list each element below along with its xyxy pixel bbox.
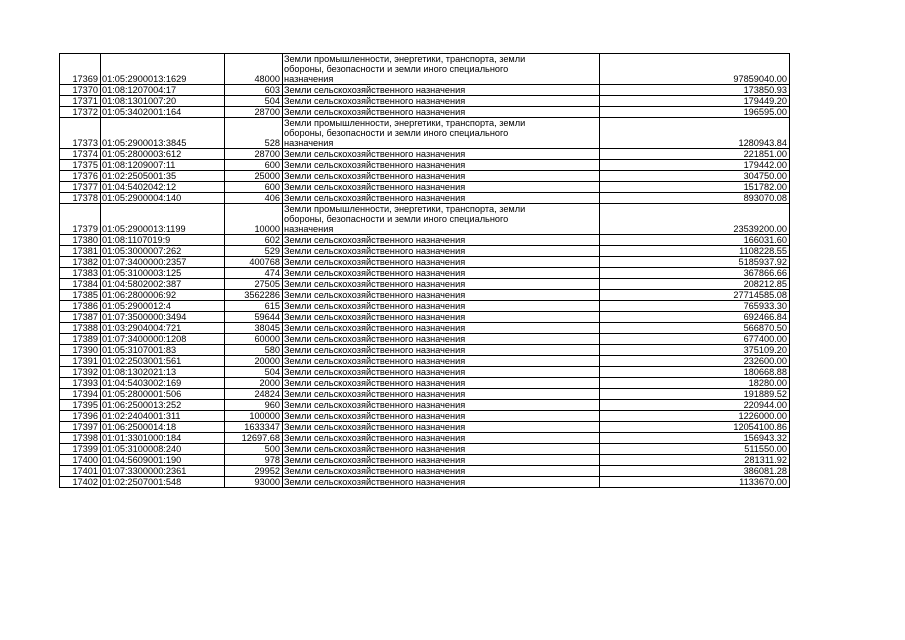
cadastral-number-cell: 01:07:3500000:3494: [101, 312, 225, 323]
land-category-line: Земли сельскохозяйственного назначения: [284, 85, 466, 95]
land-category-line: Земли сельскохозяйственного назначения: [284, 171, 466, 181]
row-number-cell: 17393: [60, 378, 101, 389]
area-cell: 615: [225, 301, 283, 312]
row-number-cell: 17396: [60, 411, 101, 422]
area-cell: 2000: [225, 378, 283, 389]
cadastral-number-cell: 01:02:2507001:548: [101, 477, 225, 488]
row-number-cell: 17394: [60, 389, 101, 400]
cadastral-number-cell: 01:04:5403002:169: [101, 378, 225, 389]
cadastral-value-cell: 12054100.86: [600, 422, 790, 433]
row-number-cell: 17383: [60, 268, 101, 279]
table-row: [60, 323, 790, 334]
land-category-line: Земли сельскохозяйственного назначения: [284, 290, 466, 300]
table-row: [60, 279, 790, 290]
cadastral-number-cell: 01:08:1209007:11: [101, 160, 225, 171]
area-cell: 602: [225, 235, 283, 246]
area-cell: 100000: [225, 411, 283, 422]
table-row: [60, 477, 790, 488]
land-category-line: Земли сельскохозяйственного назначения: [284, 257, 466, 267]
land-category-cell: [283, 118, 600, 149]
land-category-line: Земли сельскохозяйственного назначения: [284, 235, 466, 245]
land-category-cell: [283, 85, 600, 96]
cadastral-value-cell: 156943.32: [600, 433, 790, 444]
land-category-cell: [283, 107, 600, 118]
land-category-line: назначения: [284, 138, 334, 148]
area-cell: 48000: [225, 54, 283, 85]
cadastral-value-cell: 893070.08: [600, 193, 790, 204]
table-row: [60, 171, 790, 182]
cadastral-value-cell: 191889.52: [600, 389, 790, 400]
cadastral-number-cell: 01:04:5402042:12: [101, 182, 225, 193]
land-category-line: назначения: [284, 224, 334, 234]
row-number-cell: 17370: [60, 85, 101, 96]
area-cell: 603: [225, 85, 283, 96]
land-category-line: Земли сельскохозяйственного назначения: [284, 160, 466, 170]
area-cell: 28700: [225, 149, 283, 160]
table-row: [60, 411, 790, 422]
land-category-line: Земли сельскохозяйственного назначения: [284, 279, 466, 289]
cadastral-number-cell: 01:05:2900013:3845: [101, 118, 225, 149]
land-category-cell: [283, 149, 600, 160]
land-registry-table: [59, 53, 790, 488]
land-category-line: обороны, безопасности и земли иного специального: [284, 64, 509, 74]
land-category-cell: [283, 323, 600, 334]
land-category-cell: [283, 268, 600, 279]
cadastral-value-cell: 23539200.00: [600, 204, 790, 235]
cadastral-number-cell: 01:08:1302021:13: [101, 367, 225, 378]
land-category-line: Земли сельскохозяйственного назначения: [284, 477, 466, 487]
table-row: [60, 96, 790, 107]
land-category-cell: [283, 367, 600, 378]
area-cell: 59644: [225, 312, 283, 323]
cadastral-value-cell: 677400.00: [600, 334, 790, 345]
cadastral-value-cell: 179449.20: [600, 96, 790, 107]
table-row: [60, 54, 790, 85]
row-number-cell: 17381: [60, 246, 101, 257]
land-category-line: Земли сельскохозяйственного назначения: [284, 422, 466, 432]
cadastral-value-cell: 151782.00: [600, 182, 790, 193]
land-category-line: Земли промышленности, энергетики, транспорта, земли: [284, 118, 526, 128]
cadastral-value-cell: 765933.30: [600, 301, 790, 312]
land-category-line: Земли сельскохозяйственного назначения: [284, 389, 466, 399]
area-cell: 600: [225, 160, 283, 171]
land-category-line: Земли сельскохозяйственного назначения: [284, 96, 466, 106]
land-category-line: Земли сельскохозяйственного назначения: [284, 246, 466, 256]
land-category-line: Земли промышленности, энергетики, транспорта, земли: [284, 204, 526, 214]
land-category-cell: [283, 444, 600, 455]
land-category-cell: [283, 411, 600, 422]
land-category-line: Земли сельскохозяйственного назначения: [284, 367, 466, 377]
cadastral-value-cell: 1108228.55: [600, 246, 790, 257]
land-category-cell: [283, 433, 600, 444]
land-category-cell: [283, 204, 600, 235]
land-category-line: Земли сельскохозяйственного назначения: [284, 149, 466, 159]
land-category-line: Земли сельскохозяйственного назначения: [284, 433, 466, 443]
cadastral-number-cell: 01:08:1301007:20: [101, 96, 225, 107]
land-category-line: Земли сельскохозяйственного назначения: [284, 334, 466, 344]
cadastral-number-cell: 01:04:5802002:387: [101, 279, 225, 290]
area-cell: 1633347: [225, 422, 283, 433]
cadastral-value-cell: 221851.00: [600, 149, 790, 160]
land-category-line: Земли сельскохозяйственного назначения: [284, 107, 466, 117]
cadastral-value-cell: 220944.00: [600, 400, 790, 411]
land-category-cell: [283, 389, 600, 400]
area-cell: 60000: [225, 334, 283, 345]
land-category-cell: [283, 96, 600, 107]
cadastral-value-cell: 281311.92: [600, 455, 790, 466]
table-row: [60, 345, 790, 356]
land-category-cell: [283, 345, 600, 356]
table-body: [60, 54, 790, 488]
land-category-cell: [283, 290, 600, 301]
land-category-line: Земли сельскохозяйственного назначения: [284, 323, 466, 333]
land-category-line: Земли сельскохозяйственного назначения: [284, 466, 466, 476]
land-category-cell: [283, 477, 600, 488]
land-category-cell: [283, 466, 600, 477]
row-number-cell: 17400: [60, 455, 101, 466]
row-number-cell: 17371: [60, 96, 101, 107]
row-number-cell: 17392: [60, 367, 101, 378]
table-row: [60, 257, 790, 268]
table-row: [60, 378, 790, 389]
table-row: [60, 422, 790, 433]
cadastral-value-cell: 232600.00: [600, 356, 790, 367]
cadastral-value-cell: 166031.60: [600, 235, 790, 246]
area-cell: 27505: [225, 279, 283, 290]
row-number-cell: 17373: [60, 118, 101, 149]
cadastral-number-cell: 01:07:3400000:1208: [101, 334, 225, 345]
table-row: [60, 107, 790, 118]
cadastral-number-cell: 01:03:2904004:721: [101, 323, 225, 334]
cadastral-number-cell: 01:05:3100008:240: [101, 444, 225, 455]
area-cell: 474: [225, 268, 283, 279]
land-category-line: Земли сельскохозяйственного назначения: [284, 455, 466, 465]
row-number-cell: 17401: [60, 466, 101, 477]
area-cell: 600: [225, 182, 283, 193]
cadastral-number-cell: 01:06:2500013:252: [101, 400, 225, 411]
cadastral-value-cell: 1133670.00: [600, 477, 790, 488]
cadastral-number-cell: 01:05:2900013:1199: [101, 204, 225, 235]
land-category-cell: [283, 301, 600, 312]
row-number-cell: 17402: [60, 477, 101, 488]
table-row: [60, 149, 790, 160]
land-category-line: Земли сельскохозяйственного назначения: [284, 356, 466, 366]
table-row: [60, 246, 790, 257]
cadastral-value-cell: 180668.88: [600, 367, 790, 378]
table-row: [60, 182, 790, 193]
row-number-cell: 17390: [60, 345, 101, 356]
table-row: [60, 118, 790, 149]
row-number-cell: 17374: [60, 149, 101, 160]
table-row: [60, 444, 790, 455]
row-number-cell: 17388: [60, 323, 101, 334]
table-row: [60, 85, 790, 96]
table-row: [60, 235, 790, 246]
land-category-line: Земли сельскохозяйственного назначения: [284, 268, 466, 278]
area-cell: 24824: [225, 389, 283, 400]
land-category-line: Земли сельскохозяйственного назначения: [284, 312, 466, 322]
cadastral-number-cell: 01:05:2800003:612: [101, 149, 225, 160]
area-cell: 504: [225, 367, 283, 378]
land-category-line: Земли сельскохозяйственного назначения: [284, 301, 466, 311]
row-number-cell: 17391: [60, 356, 101, 367]
cadastral-value-cell: 304750.00: [600, 171, 790, 182]
cadastral-number-cell: 01:01:3301000:184: [101, 433, 225, 444]
table-row: [60, 356, 790, 367]
row-number-cell: 17385: [60, 290, 101, 301]
land-category-cell: [283, 160, 600, 171]
row-number-cell: 17386: [60, 301, 101, 312]
area-cell: 400768: [225, 257, 283, 268]
cadastral-number-cell: 01:07:3300000:2361: [101, 466, 225, 477]
land-category-cell: [283, 246, 600, 257]
land-category-line: Земли сельскохозяйственного назначения: [284, 411, 466, 421]
land-category-cell: [283, 257, 600, 268]
land-category-cell: [283, 400, 600, 411]
land-category-line: обороны, безопасности и земли иного специального: [284, 128, 509, 138]
row-number-cell: 17398: [60, 433, 101, 444]
cadastral-value-cell: 196595.00: [600, 107, 790, 118]
area-cell: 3562286: [225, 290, 283, 301]
cadastral-number-cell: 01:05:2900012:4: [101, 301, 225, 312]
land-category-cell: [283, 193, 600, 204]
row-number-cell: 17397: [60, 422, 101, 433]
land-category-cell: [283, 279, 600, 290]
cadastral-value-cell: 386081.28: [600, 466, 790, 477]
cadastral-number-cell: 01:05:3107001:83: [101, 345, 225, 356]
land-category-line: Земли промышленности, энергетики, транспорта, земли: [284, 54, 526, 64]
cadastral-number-cell: 01:06:2800006:92: [101, 290, 225, 301]
cadastral-value-cell: 375109.20: [600, 345, 790, 356]
land-category-line: Земли сельскохозяйственного назначения: [284, 345, 466, 355]
row-number-cell: 17375: [60, 160, 101, 171]
cadastral-value-cell: 1226000.00: [600, 411, 790, 422]
cadastral-value-cell: 18280.00: [600, 378, 790, 389]
area-cell: 580: [225, 345, 283, 356]
area-cell: 504: [225, 96, 283, 107]
area-cell: 406: [225, 193, 283, 204]
area-cell: 978: [225, 455, 283, 466]
row-number-cell: 17376: [60, 171, 101, 182]
table-row: [60, 193, 790, 204]
cadastral-number-cell: 01:06:2500014:18: [101, 422, 225, 433]
cadastral-number-cell: 01:05:3100003:125: [101, 268, 225, 279]
land-category-cell: [283, 235, 600, 246]
table-row: [60, 400, 790, 411]
table-row: [60, 268, 790, 279]
area-cell: 960: [225, 400, 283, 411]
cadastral-value-cell: 367866.66: [600, 268, 790, 279]
cadastral-value-cell: 173850.93: [600, 85, 790, 96]
area-cell: 10000: [225, 204, 283, 235]
cadastral-value-cell: 1280943.84: [600, 118, 790, 149]
table-row: [60, 389, 790, 400]
area-cell: 28700: [225, 107, 283, 118]
row-number-cell: 17369: [60, 54, 101, 85]
land-category-line: Земли сельскохозяйственного назначения: [284, 444, 466, 454]
land-category-cell: [283, 171, 600, 182]
row-number-cell: 17389: [60, 334, 101, 345]
cadastral-value-cell: 566870.50: [600, 323, 790, 334]
row-number-cell: 17395: [60, 400, 101, 411]
cadastral-number-cell: 01:05:2900004:140: [101, 193, 225, 204]
row-number-cell: 17387: [60, 312, 101, 323]
cadastral-number-cell: 01:04:5609001:190: [101, 455, 225, 466]
cadastral-number-cell: 01:07:3400000:2357: [101, 257, 225, 268]
area-cell: 500: [225, 444, 283, 455]
table-row: [60, 160, 790, 171]
area-cell: 29952: [225, 466, 283, 477]
cadastral-value-cell: 179442.00: [600, 160, 790, 171]
land-category-line: Земли сельскохозяйственного назначения: [284, 193, 466, 203]
land-category-line: Земли сельскохозяйственного назначения: [284, 378, 466, 388]
table-row: [60, 312, 790, 323]
table-row: [60, 204, 790, 235]
land-category-line: Земли сельскохозяйственного назначения: [284, 400, 466, 410]
area-cell: 20000: [225, 356, 283, 367]
cadastral-number-cell: 01:08:1107019:9: [101, 235, 225, 246]
cadastral-value-cell: 97859040.00: [600, 54, 790, 85]
area-cell: 93000: [225, 477, 283, 488]
cadastral-number-cell: 01:08:1207004:17: [101, 85, 225, 96]
cadastral-value-cell: 511550.00: [600, 444, 790, 455]
cadastral-number-cell: 01:05:3000007:262: [101, 246, 225, 257]
table-row: [60, 334, 790, 345]
cadastral-number-cell: 01:02:2503001:561: [101, 356, 225, 367]
land-category-line: обороны, безопасности и земли иного специального: [284, 214, 509, 224]
land-category-cell: [283, 422, 600, 433]
land-category-line: Земли сельскохозяйственного назначения: [284, 182, 466, 192]
cadastral-number-cell: 01:05:2900013:1629: [101, 54, 225, 85]
table-row: [60, 466, 790, 477]
row-number-cell: 17377: [60, 182, 101, 193]
row-number-cell: 17382: [60, 257, 101, 268]
cadastral-number-cell: 01:05:2800001:506: [101, 389, 225, 400]
area-cell: 529: [225, 246, 283, 257]
table-row: [60, 455, 790, 466]
land-category-cell: [283, 455, 600, 466]
land-category-cell: [283, 334, 600, 345]
cadastral-value-cell: 5185937.92: [600, 257, 790, 268]
area-cell: 12697.68: [225, 433, 283, 444]
table-row: [60, 433, 790, 444]
land-category-cell: [283, 182, 600, 193]
cadastral-number-cell: 01:05:3402001:164: [101, 107, 225, 118]
area-cell: 528: [225, 118, 283, 149]
row-number-cell: 17372: [60, 107, 101, 118]
row-number-cell: 17399: [60, 444, 101, 455]
land-category-line: назначения: [284, 74, 334, 84]
table-row: [60, 290, 790, 301]
row-number-cell: 17384: [60, 279, 101, 290]
table-row: [60, 301, 790, 312]
cadastral-value-cell: 208212.85: [600, 279, 790, 290]
row-number-cell: 17378: [60, 193, 101, 204]
area-cell: 25000: [225, 171, 283, 182]
land-category-cell: [283, 378, 600, 389]
land-category-cell: [283, 312, 600, 323]
table-row: [60, 367, 790, 378]
land-category-cell: [283, 356, 600, 367]
cadastral-value-cell: 27714585.08: [600, 290, 790, 301]
cadastral-number-cell: 01:02:2404001:311: [101, 411, 225, 422]
cadastral-value-cell: 692466.84: [600, 312, 790, 323]
area-cell: 38045: [225, 323, 283, 334]
row-number-cell: 17379: [60, 204, 101, 235]
land-category-cell: [283, 54, 600, 85]
cadastral-number-cell: 01:02:2505001:35: [101, 171, 225, 182]
row-number-cell: 17380: [60, 235, 101, 246]
